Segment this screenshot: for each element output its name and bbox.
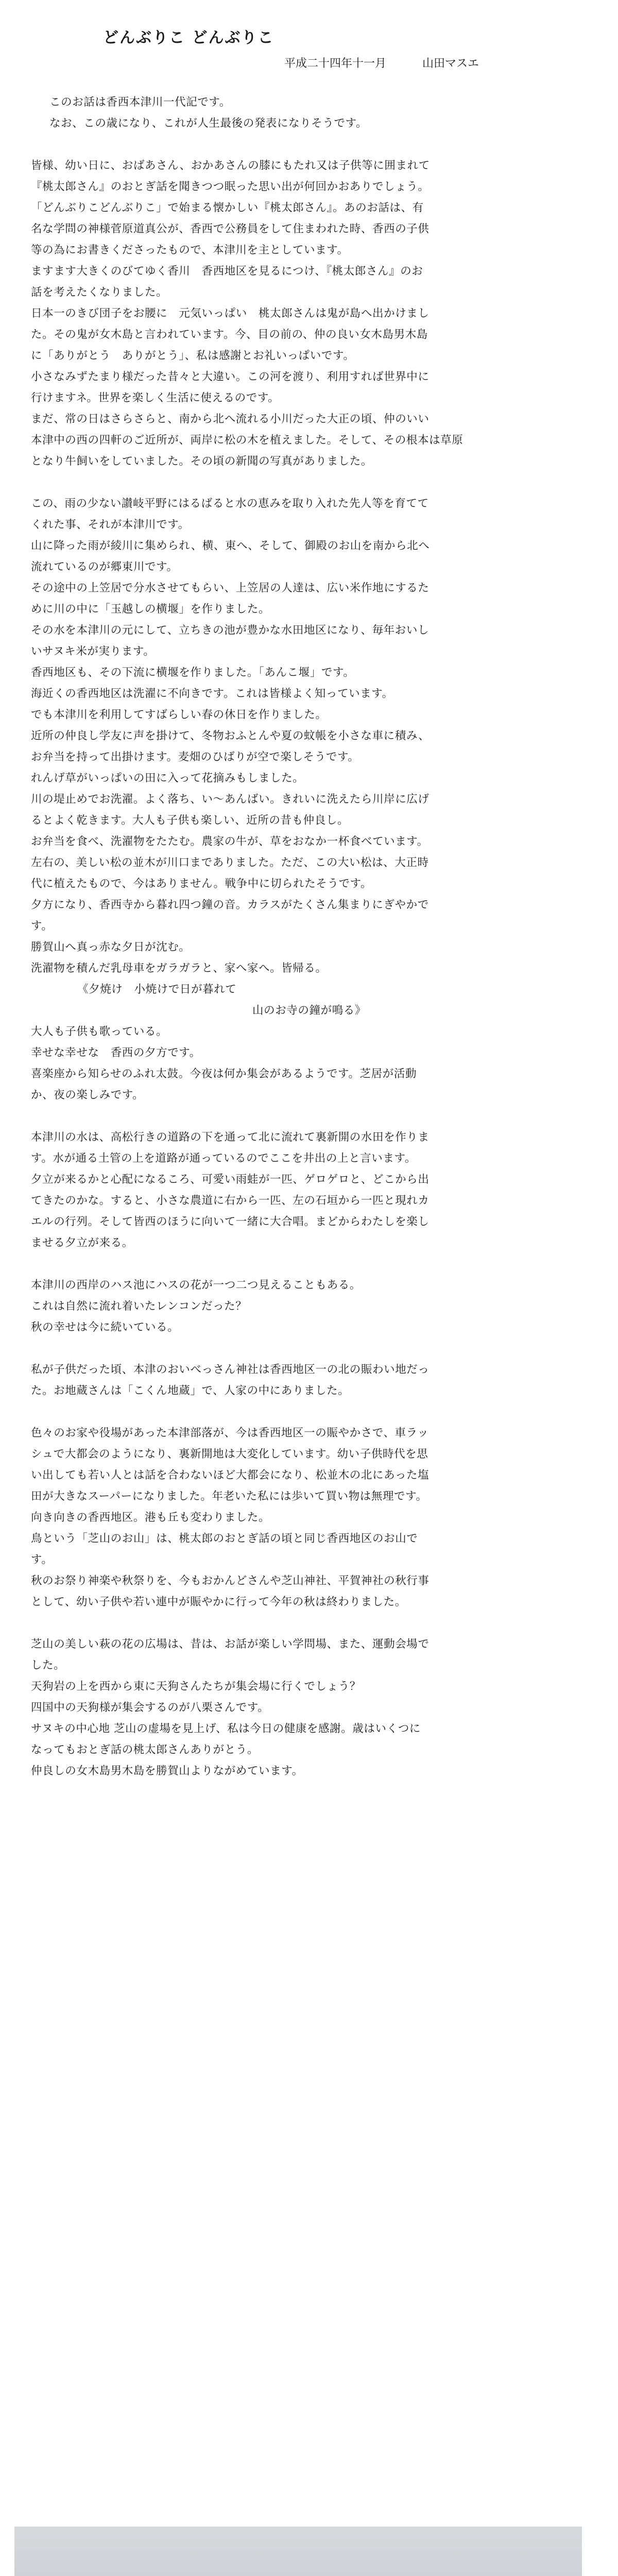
text-line: 秋のお祭り神楽や秋祭りを、今もおかんどさんや芝山神社、平賀神社の秋行事 [31, 1574, 430, 1587]
text-line: 天狗岩の上を西から東に天狗さんたちが集会場に行くでしょう？ [31, 1680, 361, 1693]
text-line: 鳥という「芝山のお山」は、桃太郎のおとぎ話の頃と同じ香西地区のお山で [31, 1532, 418, 1545]
blank-line [31, 472, 582, 493]
text-line: 日本一のきび団子をお腰に 元気いっぱい 桃太郎さんは鬼が島へ出かけまし [31, 307, 430, 320]
text-line: シュで大都会のようになり、裏新開地は大変化しています。幼い子供時代を思 [31, 1448, 428, 1461]
text-line: 代に植えたもので、今はありません。戦争中に切られたそうです。 [31, 877, 372, 890]
text-line: 本津中の西の四軒のご近所が、両岸に松の木を植えました。そして、その根本は草原 [31, 434, 464, 447]
text-line: 夕方になり、香西寺から暮れ四つ鐘の音。カラスがたくさん集まりにぎやかで [31, 899, 429, 911]
publication-date: 平成二十四年十一月 [284, 57, 387, 70]
text-line: 夕立が来るかと心配になるころ、可愛い雨蛙が一匹、ゲロゲロと、どこから出 [31, 1173, 430, 1186]
text-line: 芝山の美しい萩の花の広場は、昔は、お話が楽しい学問場、また、運動会場で [31, 1638, 430, 1651]
text-line: このお話は香西本津川一代記です。 [49, 96, 231, 109]
text-line: 近所の仲良し学友に声を掛けて、冬物おふとんや夏の蚊帳を小さな車に積み、 [31, 730, 430, 742]
text-line: た。その鬼が女木島と言われています。今、目の前の、仲の良い女木島男木島 [31, 328, 428, 341]
blank-line [31, 1106, 582, 1127]
text-line: めに川の中に「玉越しの横堰」を作りました。 [31, 603, 270, 616]
blank-line [31, 1401, 582, 1422]
text-line: なお、この歳になり、これが人生最後の発表になりそうです。 [49, 117, 368, 130]
text-line: 大人も子供も歌っている。 [31, 1025, 168, 1038]
text-line: として、幼い子供や若い連中が賑やかに行って今年の秋は終わりました。 [31, 1596, 406, 1608]
blank-line [31, 134, 582, 155]
text-line: ますます大きくのびてゆく香川 香西地区を見るにつけ、『桃太郎さん』のお [31, 265, 423, 278]
text-line: 幸せな幸せな 香西の夕方です。 [31, 1046, 201, 1059]
article-body [31, 92, 582, 1782]
text-line: い出しても若い人とは話を合わないほど大都会になり、松並木の北にあった塩 [31, 1469, 430, 1482]
text-line: 『桃太郎さん』のおとぎ話を聞きつつ眠った思い出が何回かおありでしょう。 [31, 180, 430, 193]
text-line: なってもおとぎ話の桃太郎さんありがとう。 [31, 1743, 259, 1756]
text-line: 川の堤止めでお洗濯。よく落ち、い～あんばい。きれいに洗えたら川岸に広げ [31, 793, 430, 806]
text-line: 仲良しの女木島男木島を勝賀山よりながめています。 [31, 1765, 303, 1777]
text-line: となり牛飼いをしていました。その頃の新聞の写真がありました。 [31, 455, 373, 468]
author-name: 山田マスエ [422, 57, 479, 70]
text-line: お弁当を持って出掛けます。麦畑のひばりが空で楽しそうです。 [31, 751, 359, 764]
text-line: 四国中の天狗様が集会するのが八栗さんです。 [31, 1701, 269, 1714]
text-line: 本津川の水は、高松行きの道路の下を通って北に流れて裏新開の水田を作りま [31, 1131, 430, 1144]
text-line: 田が大きなスーパーになりました。年老いた私には歩いて買い物は無理です。 [31, 1490, 427, 1503]
text-line: した。 [31, 1659, 65, 1672]
header [103, 25, 566, 70]
text-line: まだ、常の日はさらさらと、南から北へ流れる小川だった大正の頃、仲のいい [31, 413, 430, 426]
text-line: 海近くの香西地区は洗濯に不向きです。これは皆様よく知っています。 [31, 687, 393, 700]
seascape-photo [14, 2527, 582, 2576]
text-line: 山のお寺の鐘が鳴る》 [252, 1004, 367, 1017]
text-line: 香西地区も、その下流に横堰を作りました。「あんこ堰」です。 [31, 666, 355, 679]
text-line: 皆様、幼い日に、おばあさん、おかあさんの膝にもたれ又は子供等に囲まれて [31, 159, 430, 172]
text-line: 流れているのが郷東川です。 [31, 561, 178, 573]
text-line: でも本津川を利用してすばらしい春の休日を作りました。 [31, 708, 327, 721]
text-line: くれた事、それが本津川です。 [31, 518, 190, 531]
text-line: す。 [31, 1553, 53, 1566]
text-line: 等の為にお書きくださったもので、本津川を主としています。 [31, 244, 349, 257]
text-line: 洗濯物を積んだ乳母車をガラガラと、家へ家へ。皆帰る。 [31, 962, 327, 975]
text-line: ませる夕立が来る。 [31, 1236, 133, 1249]
byline [284, 55, 479, 71]
islands-sea-image [14, 2527, 582, 2576]
text-line: 行けますネ。世界を楽しく生活に使えるのです。 [31, 392, 280, 404]
text-line: サヌキの中心地 芝山の虚場を見上げ、私は今日の健康を感謝。歳はいくつに [31, 1722, 421, 1735]
blank-line [31, 1338, 582, 1359]
text-line: その途中の上笠居で分水させてもらい、上笠居の人達は、広い米作地にするた [31, 582, 430, 595]
text-line: 秋の幸せは今に続いている。 [31, 1321, 179, 1334]
text-line: いサヌキ米が実ります。 [31, 645, 155, 658]
text-line: 小さなみずたまり様だった昔々と大違い。この河を渡り、利用すれば世界中に [31, 370, 430, 383]
text-line: か、夜の楽しみです。 [31, 1089, 144, 1101]
text-line: その水を本津川の元にして、立ちきの池が豊かな水田地区になり、毎年おいし [31, 624, 430, 637]
text-line: 山に降った雨が綾川に集められ、横、東へ、そして、御殿のお山を南から北へ [31, 539, 430, 552]
blank-line [31, 1253, 582, 1275]
text-line: 勝賀山へ真っ赤な夕日が沈む。 [31, 941, 191, 954]
text-line: 名な学問の神様菅原道真公が、香西で公務員をして住まわれた時、香西の子供 [31, 223, 430, 235]
text-line: 喜楽座から知らせのふれ太鼓。今夜は何か集会があるようです。芝居が活動 [31, 1067, 417, 1080]
text-line: す。水が通る土管の上を道路が通っているのでここを井出の上と言います。 [31, 1152, 416, 1165]
text-line: これは自然に流れ着いたレンコンだった？ [31, 1300, 247, 1313]
text-line: 向き向きの香西地区。港も丘も変わりました。 [31, 1511, 270, 1524]
text-line: お弁当を食べ、洗濯物をたたむ。農家の牛が、草をおなか一杯食べています。 [31, 835, 428, 848]
text-line: 色々のお家や役場があった本津部落が、今は香西地区一の賑やかさで、車ラッ [31, 1427, 429, 1439]
text-line: す。 [31, 920, 53, 933]
text-line: た。お地蔵さんは「こくん地蔵」で、人家の中にありました。 [31, 1384, 350, 1397]
text-line: この、雨の少ない讃岐平野にはるばると水の恵みを取り入れた先人等を育てて [31, 497, 429, 510]
text-line: エルの行列。そして皆西のほうに向いて一緒に大合唱。まどからわたしを楽し [31, 1215, 430, 1228]
blank-line [31, 1613, 582, 1634]
text-line: 「どんぶりこどんぶりこ」で始まる懐かしい『桃太郎さん』。あのお話は、有 [31, 201, 424, 214]
text-line: 本津川の西岸のハス池にハスの花が一つ二つ見えることもある。 [31, 1279, 361, 1292]
document-title: どんぶりこ どんぶりこ [103, 29, 274, 47]
text-line: るとよく乾きます。大人も子供も楽しい、近所の昔も仲良し。 [31, 814, 349, 827]
text-line: に「ありがとう ありがとう」、私は感謝とお礼いっぱいです。 [31, 349, 355, 362]
text-line: てきたのかな。すると、小さな農道に右から一匹、左の石垣から一匹と現れカ [31, 1194, 430, 1207]
text-line: 話を考えたくなりました。 [31, 286, 168, 299]
text-line: 《夕焼け 小焼けで日が暮れて [77, 983, 237, 996]
text-line: 私が子供だった頃、本津のおいべっさん神社は香西地区一の北の賑わい地だっ [31, 1363, 430, 1376]
sky [14, 2527, 582, 2576]
text-line: 左右の、美しい松の並木が川口までありました。ただ、この大い松は、大正時 [31, 856, 429, 869]
text-line: れんげ草がいっぱいの田に入って花摘みもしました。 [31, 772, 304, 785]
